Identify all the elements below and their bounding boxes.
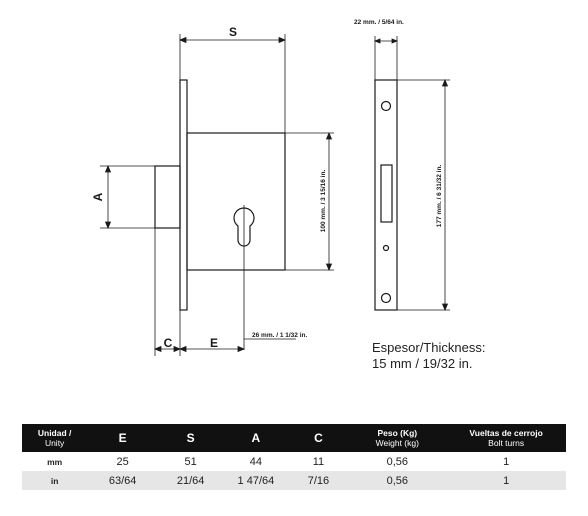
dimension-a-label: A xyxy=(91,192,105,202)
faceplate-front xyxy=(180,80,187,310)
dimension-22-label: 22 mm. / 5/64 in. xyxy=(354,19,404,26)
screw-hole-bottom xyxy=(382,294,391,303)
header-unity: Unidad / Unity xyxy=(22,424,87,452)
screw-hole-top xyxy=(382,102,391,111)
header-bolt-turns: Vueltas de cerrojo Bolt turns xyxy=(446,424,566,452)
side-view xyxy=(375,80,397,310)
thickness-value: 15 mm / 19/32 in. xyxy=(372,356,473,371)
screw-hole-small xyxy=(384,246,389,251)
dimension-100-label: 100 mm. / 3 15/16 in. xyxy=(320,169,327,233)
table-row: mm 25 51 44 11 0,56 1 xyxy=(47,455,510,468)
dimension-c-label: C xyxy=(163,336,173,350)
dimension-26-label: 26 mm. / 1 1/32 in. xyxy=(252,332,308,339)
bolt-slot xyxy=(381,165,392,222)
header-e: E xyxy=(87,424,158,452)
dimension-177-label: 177 mm. / 6 31/32 in. xyxy=(436,164,443,228)
header-a: A xyxy=(223,424,288,452)
dimension-s xyxy=(180,34,285,133)
thickness-label: Espesor/Thickness: xyxy=(372,340,486,355)
bolt xyxy=(155,166,180,228)
front-view xyxy=(155,80,285,310)
thickness-note xyxy=(372,340,485,372)
dimension-e-label: E xyxy=(209,336,219,350)
lock-case xyxy=(187,133,285,270)
header-c: C xyxy=(289,424,349,452)
header-weight: Peso (Kg) Weight (kg) xyxy=(348,424,446,452)
spec-table-header xyxy=(22,424,566,452)
header-s: S xyxy=(158,424,223,452)
dimension-22 xyxy=(375,36,397,80)
spec-table xyxy=(22,424,566,490)
dimension-s-label: S xyxy=(228,25,238,39)
faceplate-side xyxy=(375,80,397,310)
dimension-a xyxy=(100,166,155,228)
table-row: in 63/64 21/64 1 47/64 7/16 0,56 1 xyxy=(22,471,566,490)
